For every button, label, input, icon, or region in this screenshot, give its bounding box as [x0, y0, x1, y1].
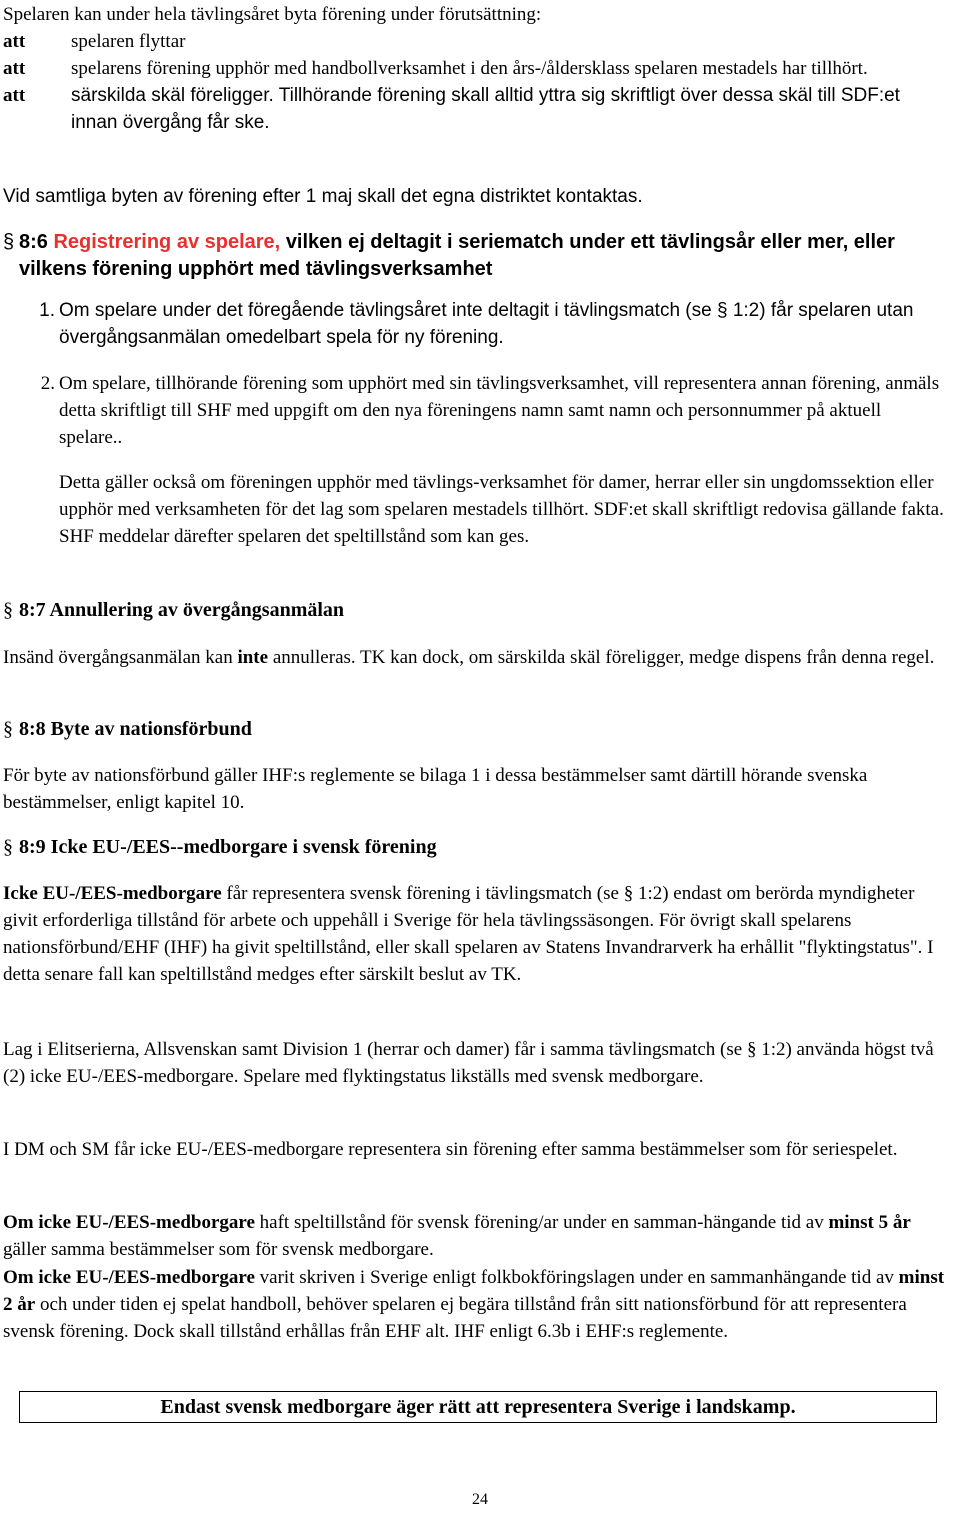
- section-symbol: §: [3, 836, 13, 858]
- paragraph-symbol: §: [746, 1039, 757, 1060]
- section-symbol: §: [3, 599, 13, 621]
- section-title: vilken ej deltagit i seriematch under ett tävlingsår eller mer, eller vilkens förening upphört med tävlingsverksamhet: [19, 231, 895, 280]
- page-number: 24: [472, 1491, 488, 1508]
- intro-lead: Spelaren kan under hela tävlingsåret byta förening under förutsättning:: [3, 4, 542, 25]
- paragraph: [3, 1209, 948, 1263]
- condition-text: särskilda skäl föreligger. Tillhörande förening skall alltid yttra sig skriftligt över dessa skäl till SDF:et innan övergång får ske.: [71, 85, 900, 133]
- section-title: 8:7 Annullering av övergångsanmälan: [19, 599, 345, 621]
- condition-text: spelaren flyttar: [71, 31, 186, 52]
- section-symbol: §: [3, 231, 15, 253]
- section-number: 8:6: [19, 231, 48, 253]
- framed-note: Endast svensk medborgare äger rätt att representera Sverige i landskamp.: [19, 1391, 937, 1423]
- paragraph-symbol: §: [623, 883, 634, 904]
- text-run: haft speltillstånd för svensk förening/ar under en samman-hängande tid av: [254, 1212, 829, 1233]
- section-symbol: §: [3, 718, 13, 740]
- emphasis: minst 2 år: [3, 1267, 945, 1315]
- text-run: Lag i Elitserierna, Allsvenskan samt Division 1 (herrar och damer) får i samma tävlingsmatch (se: [3, 1039, 747, 1060]
- list-item: [3, 297, 948, 351]
- text-run: annulleras. TK kan dock, om särskilda skäl föreligger, medge dispens från denna regel.: [268, 647, 935, 668]
- section-heading-8-9: [3, 834, 948, 861]
- condition-item: [3, 82, 948, 136]
- section-title: 8:9 Icke EU-/EES--medborgare i svensk förening: [19, 836, 437, 858]
- text-run: 1:2) använda högst två (2) icke EU-/EES-medborgare. Spelare med flyktingstatus likställs med svensk medborgare.: [3, 1039, 934, 1087]
- item-text: 1:2) får spelaren utan övergångsanmälan omedelbart spela för ny förening.: [59, 300, 914, 348]
- condition-item: [3, 55, 948, 82]
- emphasis: Om icke EU-/EES-medborgare: [3, 1267, 255, 1288]
- condition-item: [3, 28, 948, 55]
- emphasis: Icke EU-/EES-medborgare: [3, 883, 222, 904]
- list-item: [3, 370, 948, 451]
- paragraph: [3, 880, 948, 988]
- text-run: och under tiden ej spelat handboll, behöver spelaren ej begära tillstånd från sitt nationsförbund för att representera svensk förening. Dock skall tillstånd erhållas från EHF alt. IHF enligt 6.3b i EHF:s reglemente.: [3, 1294, 907, 1342]
- section-heading-8-8: [3, 716, 948, 743]
- condition-key: att: [3, 58, 26, 79]
- condition-key: att: [3, 31, 26, 52]
- text-run: 1:2) endast om berörda myndigheter givit erforderliga tillstånd för arbete och uppehåll i Sverige för hela tävlingssäsongen. För övrigt skall spelarens nationsförbund/EHF (IHF) ha givit speltillstånd, eller skall spelaren av Statens Invandrarverk ha erhållit "flyktingstatus". I detta senare fall kan speltillstånd medges efter särskilt beslut av TK.: [3, 883, 934, 985]
- text-run: får representera svensk förening i tävlingsmatch (se: [221, 883, 624, 904]
- item-continuation: Detta gäller också om föreningen upphör med tävlings-verksamhet för damer, herrar eller sin ungdomssektion eller upphör med verksamheten för det lag som spelaren mestadels tillhört. SDF:et skall skriftligt redovisa gällande fakta. SHF meddelar därefter spelaren det speltillstånd som kan ges.: [59, 472, 944, 547]
- text-run: gäller samma bestämmelser som för svensk medborgare.: [3, 1239, 434, 1260]
- paragraph-symbol: §: [716, 300, 728, 321]
- text-run: Insänd övergångsanmälan kan: [3, 647, 238, 668]
- condition-text: spelarens förening upphör med handbollverksamhet i den års-/åldersklass spelaren mestadels har tillhört.: [71, 58, 868, 79]
- condition-key: att: [3, 85, 26, 106]
- section-heading-8-6: [3, 229, 948, 283]
- paragraph: I DM och SM får icke EU-/EES-medborgare representera sin förening efter samma bestämmelser som för seriespelet.: [3, 1139, 898, 1160]
- intro-block: [3, 1, 948, 136]
- paragraph: För byte av nationsförbund gäller IHF:s reglemente se bilaga 1 i dessa bestämmelser samt därtill hörande svenska bestämmelser, enligt kapitel 10.: [3, 765, 868, 813]
- section-title-highlight: Registrering av spelare,: [53, 231, 281, 253]
- item-number: 2.: [40, 373, 55, 394]
- item-text: Om spelare under det föregående tävlingsåret inte deltagit i tävlingsmatch (se: [59, 300, 717, 321]
- section-title: 8:8 Byte av nationsförbund: [19, 718, 252, 740]
- paragraph: [3, 1264, 948, 1345]
- emphasis: Om icke EU-/EES-medborgare: [3, 1212, 255, 1233]
- paragraph: [3, 644, 948, 671]
- emphasis: minst 5 år: [828, 1212, 911, 1233]
- item-text: Om spelare, tillhörande förening som upphört med sin tävlingsverksamhet, vill representera annan förening, anmäls detta skriftligt till SHF med uppgift om den nya föreningens namn samt namn och personnummer på aktuell spelare..: [59, 373, 940, 448]
- item-number: 1.: [39, 300, 55, 321]
- district-note: Vid samtliga byten av förening efter 1 maj skall det egna distriktet kontaktas.: [3, 186, 643, 207]
- section-heading-8-7: [3, 597, 948, 624]
- text-run: varit skriven i Sverige enligt folkbokföringslagen under en sammanhängande tid av: [254, 1267, 899, 1288]
- emphasis: inte: [237, 647, 269, 668]
- paragraph: [3, 1036, 948, 1090]
